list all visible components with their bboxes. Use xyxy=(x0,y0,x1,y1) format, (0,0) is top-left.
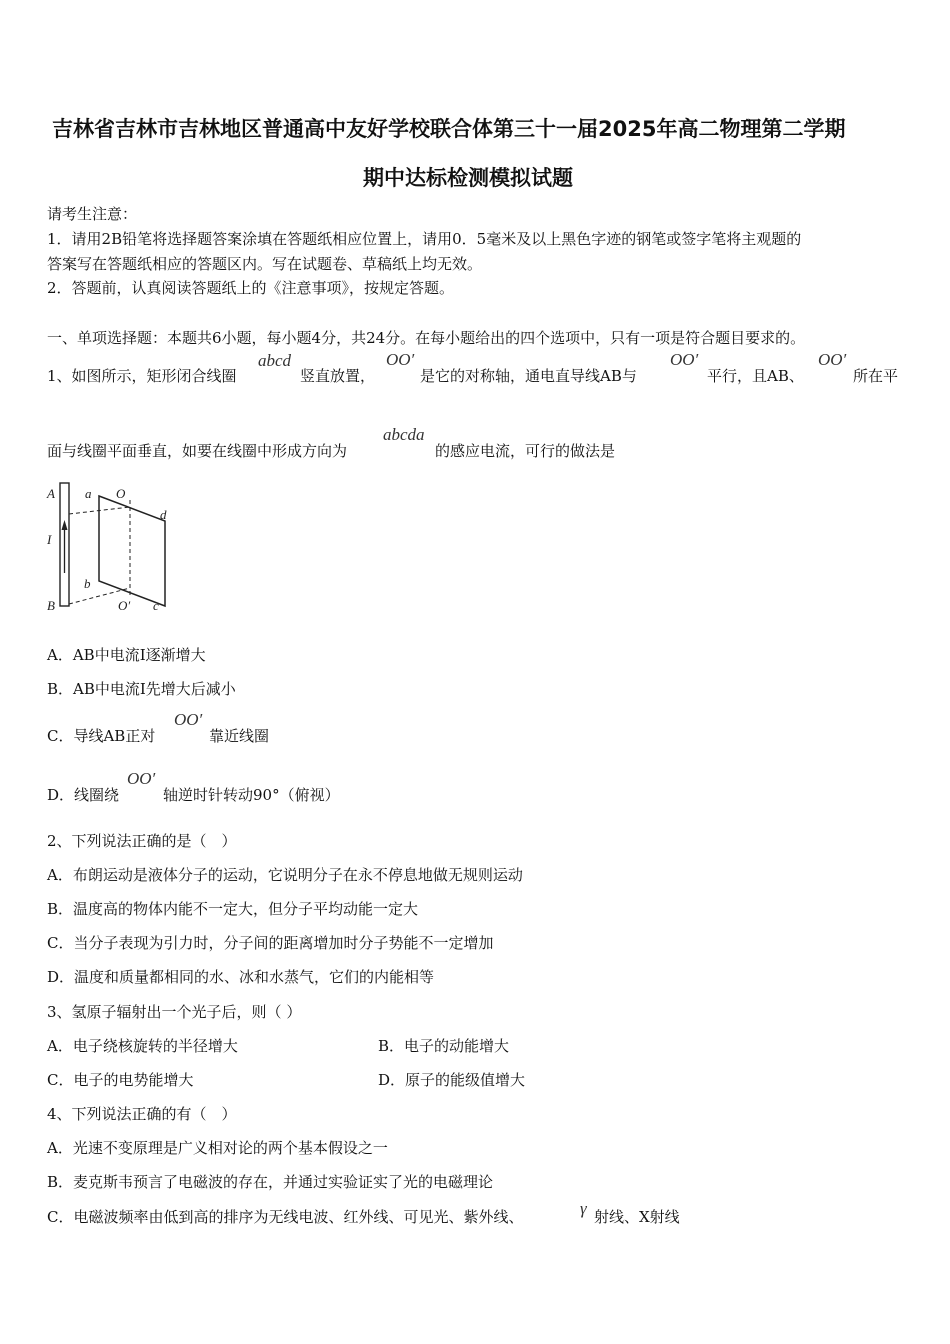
q1-text-3: 是它的对称轴，通电直导线AB与 xyxy=(420,367,637,385)
q2-option-a: A．布朗运动是液体分子的运动，它说明分子在永不停息地做无规则运动 xyxy=(47,866,523,884)
q1-text-6: 面与线圈平面垂直，如要在线圈中形成方向为 xyxy=(47,442,348,460)
q2-option-b: B．温度高的物体内能不一定大，但分子平均动能一定大 xyxy=(47,900,419,918)
q4-option-c-text: C．电磁波频率由低到高的排序为无线电波、红外线、可见光、紫外线、 xyxy=(47,1208,524,1226)
q1-math-abcda: abcda xyxy=(383,425,425,444)
q2-option-d: D．温度和质量都相同的水、冰和水蒸气，它们的内能相等 xyxy=(47,968,435,986)
q1-text-2: 竖直放置， xyxy=(300,367,376,385)
q3-option-a: A．电子绕核旋转的半径增大 xyxy=(47,1037,238,1055)
label-a: a xyxy=(85,486,92,501)
q3-option-c: C．电子的电势能增大 xyxy=(47,1071,194,1089)
notice-item1-line1: 1．请用2B铅笔将选择题答案涂填在答题纸相应位置上，请用0．5毫米及以上黑色字迹的钢笔或签字笔将主观题的 xyxy=(47,230,802,248)
q1-text-4: 平行，且AB、 xyxy=(707,367,804,385)
q1-text-5: 所在平 xyxy=(853,367,899,385)
q1-option-b: B．AB中电流I先增大后减小 xyxy=(47,680,236,698)
q3-stem: 3、氢原子辐射出一个光子后，则（ ） xyxy=(47,1003,302,1021)
q1-option-c-text-2: 靠近线圈 xyxy=(209,727,270,745)
q4-option-b: B．麦克斯韦预言了电磁波的存在，并通过实验证实了光的电磁理论 xyxy=(47,1173,494,1191)
label-d: d xyxy=(160,507,167,522)
label-b: b xyxy=(84,576,91,591)
q1-option-a: A．AB中电流Ⅰ逐渐增大 xyxy=(47,646,206,664)
notice-heading: 请考生注意： xyxy=(47,205,138,223)
q4-option-a: A．光速不变原理是广义相对论的两个基本假设之一 xyxy=(47,1139,388,1157)
q2-option-c: C．当分子表现为引力时，分子间的距离增加时分子势能不一定增加 xyxy=(47,934,494,952)
label-c: c xyxy=(153,598,159,613)
label-O: O xyxy=(116,486,126,501)
q1-math-oo-3: OO′ xyxy=(818,350,847,369)
q1-text-7: 的感应电流，可行的做法是 xyxy=(435,442,616,460)
q1-option-d-math: OO′ xyxy=(127,769,156,788)
notice-item1-line2: 答案写在答题纸相应的答题区内。写在试题卷、草稿纸上均无效。 xyxy=(47,255,483,273)
q1-text-1: 1、如图所示，矩形闭合线圈 xyxy=(47,367,237,385)
label-A: A xyxy=(47,486,55,501)
label-O-prime: O′ xyxy=(118,598,131,613)
q4-stem: 4、下列说法正确的有（ ） xyxy=(47,1105,237,1123)
q1-option-d-text: D．线圈绕 xyxy=(47,786,120,804)
page-title-line1: 吉林省吉林市吉林地区普通高中友好学校联合体第三十一届2025年高二物理第二学期 xyxy=(52,117,846,141)
notice-item2: 2．答题前，认真阅读答题纸上的《注意事项》，按规定答题。 xyxy=(47,279,455,297)
section1-heading: 一、单项选择题：本题共6小题，每小题4分，共24分。在每小题给出的四个选项中，只有一项是符合题目要求的。 xyxy=(47,329,806,347)
q3-option-d: D．原子的能级值增大 xyxy=(378,1071,526,1089)
q1-option-c-math: OO′ xyxy=(174,710,203,729)
rectangular-coil xyxy=(99,496,165,606)
straight-wire xyxy=(60,483,69,606)
q2-stem: 2、下列说法正确的是（ ） xyxy=(47,832,237,850)
label-I: I xyxy=(47,532,52,547)
q1-figure-coil-wire xyxy=(42,478,177,618)
q1-math-oo-2: OO′ xyxy=(670,350,699,369)
q3-option-b: B．电子的动能增大 xyxy=(378,1037,510,1055)
page-title-line2: 期中达标检测模拟试题 xyxy=(363,166,573,190)
q1-math-abcd: abcd xyxy=(258,351,292,370)
q1-option-c-text: C．导线AB正对 xyxy=(47,727,156,745)
q4-option-c-text-2: 射线、X射线 xyxy=(594,1208,680,1226)
q1-math-oo-1: OO′ xyxy=(386,350,415,369)
label-B: B xyxy=(47,598,55,613)
q4-option-c-math: γ xyxy=(580,1199,587,1218)
q1-option-d-text-2: 轴逆时针转动90°（俯视） xyxy=(163,786,340,804)
